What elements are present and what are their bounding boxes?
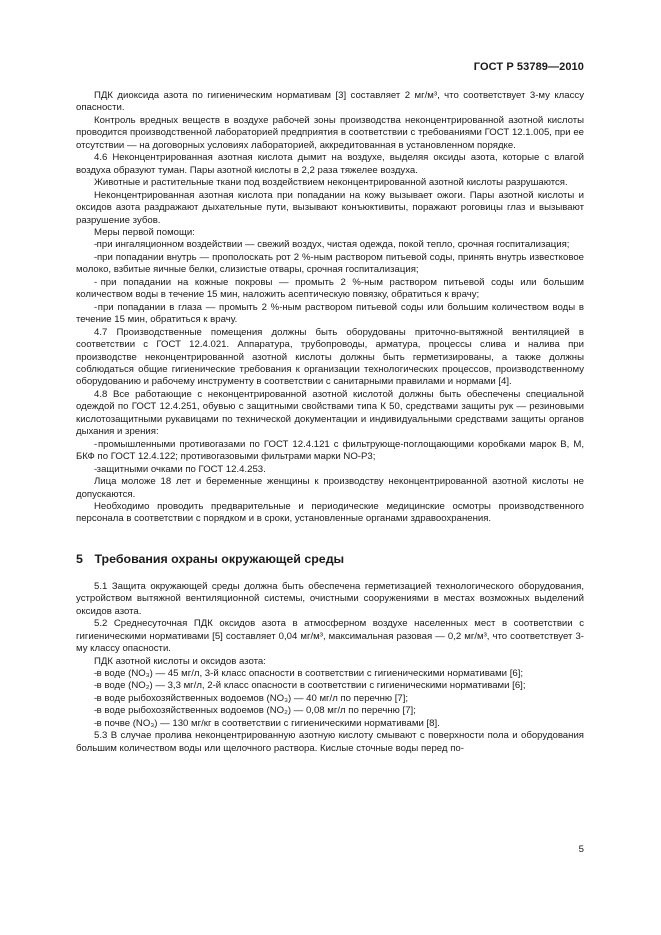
paragraph: Меры первой помощи: — [94, 226, 195, 238]
list-item: - при ингаляционном воздействии — свежий воздух, чистая одежда, покой тепло, срочная госпитализация; — [76, 239, 584, 251]
document-body — [76, 90, 584, 755]
paragraph: 4.8 Все работающие с неконцентрированной азотной кислотой должны быть обеспечены специальной одеждой по ГОСТ 12.4.251, обувью с защитными свойствами типа К 50, средствами защиты рук — резиновыми кислотозащитными рукавицами по технической документации и индивидуальными средствами защиты органов дыхания и зрения: — [76, 388, 584, 438]
list-item: - при попадании в глаза — промыть 2 %-ным раствором питьевой соды или большим количеством воды в течение 15 мин, обратиться к врачу. — [76, 301, 584, 326]
list-dash: - — [94, 692, 98, 704]
list-dash: - — [94, 705, 98, 717]
document-code: ГОСТ Р 53789—2010 — [473, 61, 584, 73]
paragraph: Животные и растительные ткани под воздействием неконцентрированной азотной кислоты разрушаются. — [94, 177, 568, 189]
list-item: - промышленными противогазами по ГОСТ 12.4.121 с фильтрующе-поглощающими коробками марок В, М, БКФ по ГОСТ 12.4.122; противогазовыми фильтрами марки NO-P3; — [76, 438, 584, 463]
paragraph: Лица моложе 18 лет и беременные женщины к производству неконцентрированной азотной кислоты не допускаются. — [76, 476, 584, 500]
list-item: - в воде рыбохозяйственных водоемов (NO₃) — 40 мг/л по перечню [7]; — [76, 693, 584, 705]
paragraph: ПДК азотной кислоты и оксидов азота: — [94, 655, 266, 667]
section-heading — [76, 552, 584, 567]
list-dash: - — [94, 276, 98, 288]
list-item: - при попадании на кожные покровы — промыть 2 %-ным раствором питьевой соды или большим количеством воды в течение 15 мин, наложить асептическую повязку, обратиться к врачу; — [76, 276, 584, 301]
paragraph: 4.7 Производственные помещения должны быть оборудованы приточно-вытяжной вентиляцией в соответствии с ГОСТ 12.4.021. Аппаратура, трубопроводы, арматура, процессы слива и налива при производстве неконцентрированной азотной кислоты должны быть герметизированы, а также должны соблюдаться общие гигиенические требования к организации технологических процессов, производственному оборудованию и рабочему инструменту в соответствии с санитарными правилами и нормами [4]. — [76, 326, 584, 388]
list-dash: - — [94, 680, 98, 692]
section-gap — [76, 526, 584, 552]
paragraph: Неконцентрированная азотная кислота при попадании на кожу вызывает ожоги. Пары азотной кислоты и оксидов азота раздражают дыхательные пути, вызывают конъюктивиты, поражают роговицы глаз и вызывают разрушение зубов. — [76, 189, 584, 226]
paragraph: 4.6 Неконцентрированная азотная кислота дымит на воздухе, выделяя оксиды азота, которые с влагой воздуха образуют туман. Пары азотной кислоты в 2,2 раза тяжелее воздуха. — [76, 152, 584, 176]
paragraph: ПДК диоксида азота по гигиеническим нормативам [3] составляет 2 мг/м³, что соответствует 3-му классу опасности. — [76, 90, 584, 114]
section-number: 5 — [76, 551, 83, 566]
page-number: 5 — [578, 844, 584, 855]
paragraph: 5.3 В случае пролива неконцентрированную азотную кислоту смывают с поверхности пола и оборудования большим количеством воды или щелочного раствора. Кислые сточные воды перед по- — [76, 730, 584, 754]
list-dash: - — [94, 251, 98, 263]
list-item: - в воде (NO₃) — 45 мг/л, 3-й класс опасности в соответствии с гигиеническими нормативами [6]; — [76, 668, 584, 680]
list-item: - при попадании внутрь — прополоскать рот 2 %-ным раствором питьевой соды, принять внутрь известковое молоко, взбитые яичные белки, слизистые отвары, срочная госпитализация; — [76, 251, 584, 276]
list-item: - защитными очками по ГОСТ 12.4.253. — [76, 464, 584, 476]
paragraph: Контроль вредных веществ в воздухе рабочей зоны производства неконцентрированной азотной кислоты проводится производственной лабораторией предприятия в соответствии с требованиями ГОСТ 12.1.005, при ее отсутствии — на договорных условиях лабораторией, аккредитованная в установленном порядке. — [76, 114, 584, 151]
list-item: - в почве (NO₃) — 130 мг/кг в соответствии с гигиеническими нормативами [8]. — [76, 718, 584, 730]
list-dash: - — [94, 438, 98, 450]
paragraph: 5.1 Защита окружающей среды должна быть обеспечена герметизацией технологического оборудования, устройством вытяжной вентиляционной системы, очистными сооружениями в местах возможных выделений оксидов азота. — [76, 580, 584, 617]
paragraph: 5.2 Среднесуточная ПДК оксидов азота в атмосферном воздухе населенных мест в соответствии с гигиеническими нормативами [5] составляет 0,04 мг/м³, максимальная разовая — 0,2 мг/м³, что соответствует 3-му классу опасности. — [76, 618, 584, 655]
list-dash: - — [94, 717, 98, 729]
list-dash: - — [94, 239, 98, 251]
section-title: Требования охраны окружающей среды — [94, 551, 345, 566]
list-item: - в воде (NO₂) — 3,3 мг/л, 2-й класс опасности в соответствии с гигиеническими нормативами [6]; — [76, 680, 584, 692]
list-dash: - — [94, 668, 98, 680]
list-dash: - — [94, 463, 98, 475]
list-item: - в воде рыбохозяйственных водоемов (NO₂) — 0,08 мг/л по перечню [7]; — [76, 705, 584, 717]
paragraph: Необходимо проводить предварительные и периодические медицинские осмотры производственного персонала в соответствии с порядком и в сроки, установленные органами здравоохранения. — [76, 500, 584, 525]
list-dash: - — [94, 301, 98, 313]
